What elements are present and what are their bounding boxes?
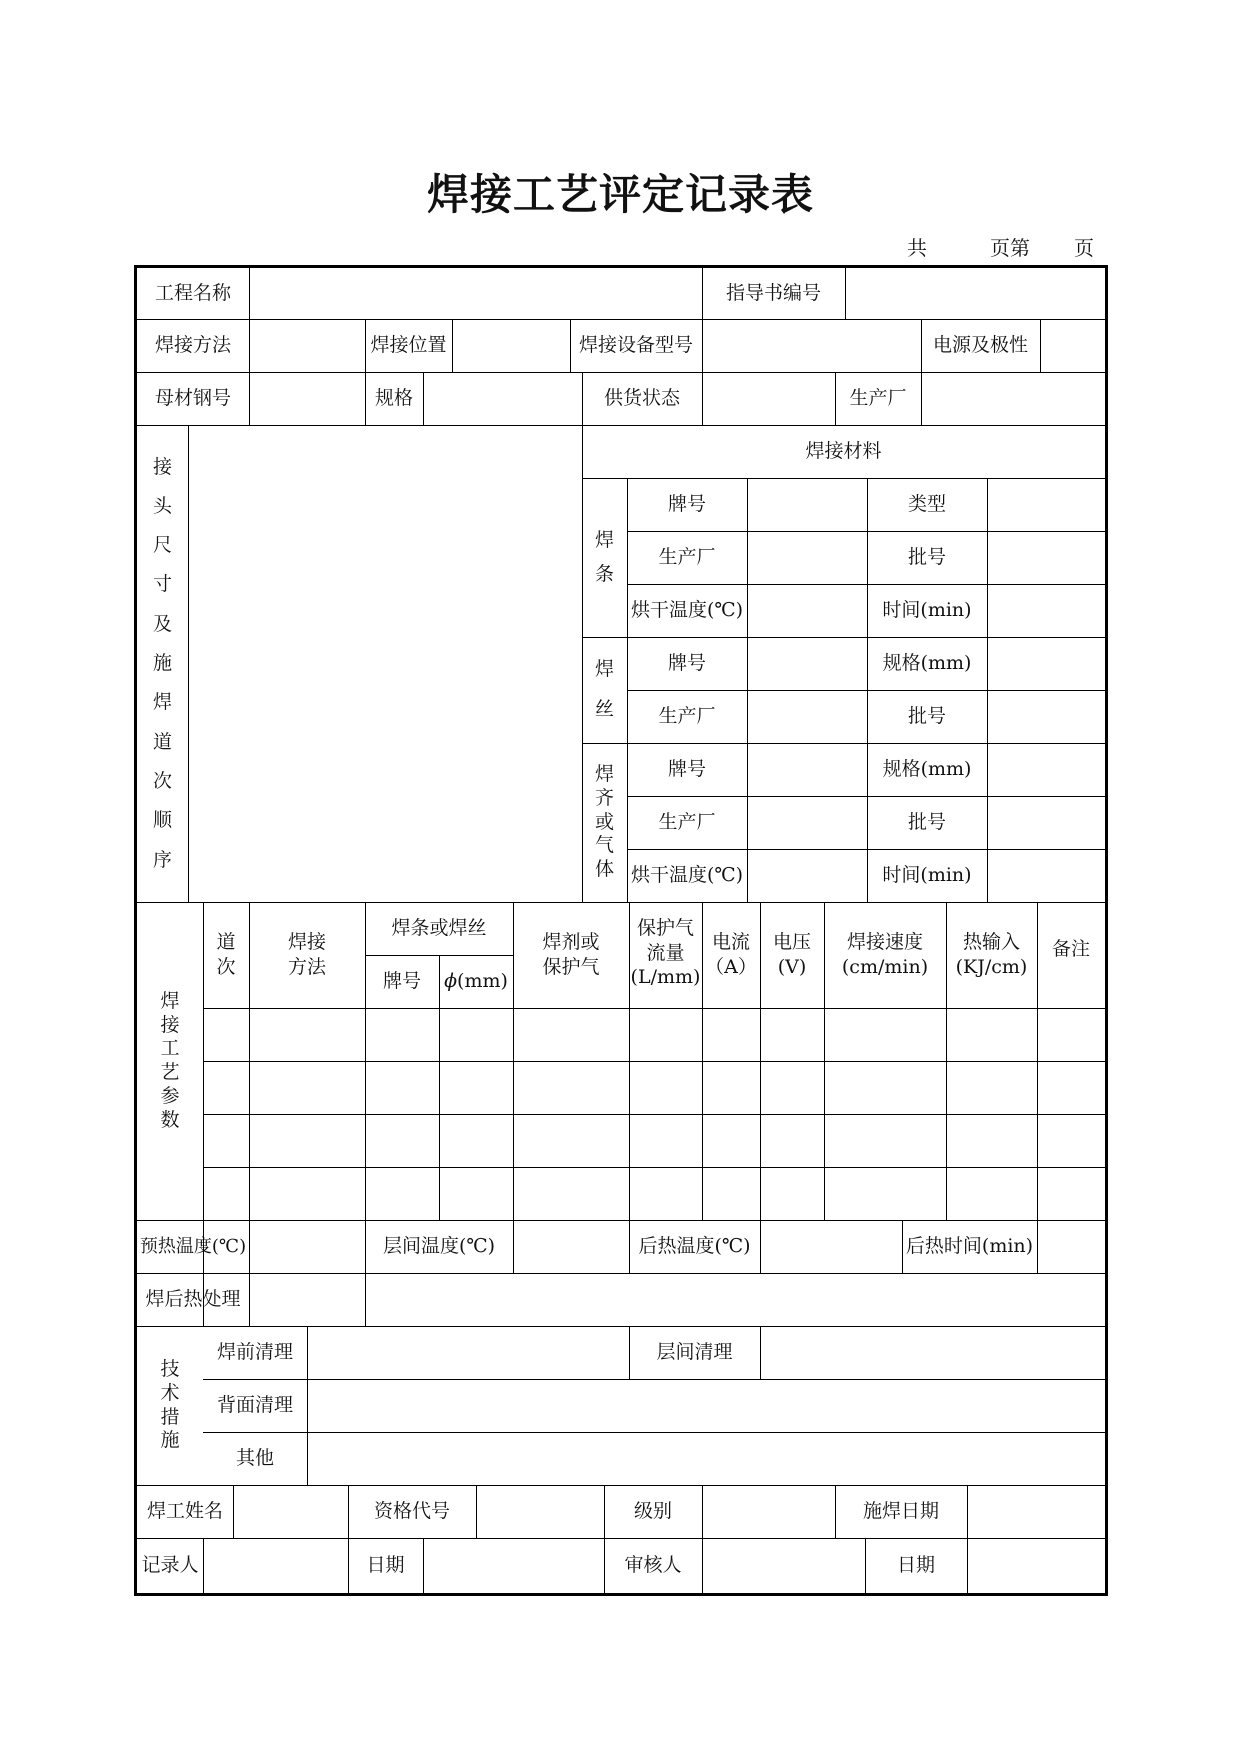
- back-clean-field[interactable]: [307, 1379, 1105, 1432]
- spec-field[interactable]: [423, 372, 582, 425]
- record-date-field[interactable]: [423, 1538, 604, 1593]
- electrode-wire-header: 焊条或焊丝: [391, 917, 487, 940]
- method-header: 焊接 方法: [287, 931, 326, 978]
- pre-clean-label: 焊前清理: [216, 1341, 293, 1364]
- equipment-model-label: 焊接设备型号: [578, 334, 693, 357]
- tech-measures-label: 技 术 措 施: [160, 1358, 180, 1452]
- flux-gas-header: 焊剂或 保护气: [542, 931, 600, 978]
- wire-spec-label: 规格(mm): [882, 652, 972, 675]
- electrode-type-label: 类型: [907, 493, 946, 516]
- heat-input-header: 热输入 (KJ/cm): [955, 931, 1028, 978]
- project-name-field[interactable]: [249, 268, 702, 319]
- record-table: [134, 265, 1108, 1596]
- record-date-label: 日期: [366, 1554, 405, 1577]
- other-field[interactable]: [307, 1432, 1105, 1485]
- pwht-detail-field[interactable]: [365, 1273, 1105, 1326]
- manufacturer-label: 生产厂: [849, 387, 907, 410]
- flux-time-field[interactable]: [987, 849, 1105, 902]
- interpass-temp-label: 层间温度(℃): [382, 1235, 496, 1258]
- flux-dry-temp-label: 烘干温度(℃): [630, 864, 744, 887]
- base-steel-field[interactable]: [249, 372, 365, 425]
- other-label: 其他: [235, 1447, 274, 1470]
- power-polarity-label: 电源及极性: [932, 334, 1028, 357]
- brand-header: 牌号: [382, 970, 421, 993]
- interpass-clean-label: 层间清理: [656, 1341, 733, 1364]
- reviewer-field[interactable]: [702, 1538, 865, 1593]
- weld-date-label: 施焊日期: [862, 1500, 939, 1523]
- materials-header: 焊接材料: [805, 440, 882, 463]
- flux-dry-temp-field[interactable]: [747, 849, 867, 902]
- power-polarity-field[interactable]: [1040, 319, 1105, 372]
- postheat-temp-label: 后热温度(℃): [638, 1235, 751, 1258]
- welding-params-label: 焊 接 工 艺 参 数: [160, 989, 180, 1131]
- reviewer-label: 审核人: [624, 1554, 682, 1577]
- current-header: 电流 （A）: [705, 931, 757, 978]
- param-row[interactable]: [203, 1008, 1105, 1061]
- pre-clean-field[interactable]: [307, 1326, 629, 1379]
- guide-number-label: 指导书编号: [725, 282, 821, 305]
- manufacturer-field[interactable]: [921, 372, 1105, 425]
- review-date-field[interactable]: [967, 1538, 1105, 1593]
- flux-spec-field[interactable]: [987, 743, 1105, 796]
- wire-maker-label: 生产厂: [658, 705, 716, 728]
- flux-gas-label: 焊 齐 或 气 体: [594, 763, 614, 881]
- flux-maker-field[interactable]: [747, 796, 867, 849]
- spec-label: 规格: [374, 387, 413, 410]
- electrode-dry-temp-label: 烘干温度(℃): [630, 599, 744, 622]
- pass-header: 道 次: [216, 931, 236, 978]
- flux-maker-label: 生产厂: [658, 811, 716, 834]
- wire-brand-label: 牌号: [667, 652, 706, 675]
- welder-name-field[interactable]: [233, 1485, 348, 1538]
- welding-position-label: 焊接位置: [370, 334, 447, 357]
- wire-maker-field[interactable]: [747, 690, 867, 743]
- page-end-label: 页: [1074, 236, 1094, 260]
- param-row[interactable]: [203, 1061, 1105, 1114]
- welding-method-field[interactable]: [249, 319, 365, 372]
- pwht-field[interactable]: [249, 1273, 365, 1326]
- review-date-label: 日期: [896, 1554, 935, 1577]
- electrode-maker-label: 生产厂: [658, 546, 716, 569]
- electrode-brand-label: 牌号: [667, 493, 706, 516]
- postheat-time-label: 后热时间(min): [905, 1235, 1034, 1258]
- flux-brand-field[interactable]: [747, 743, 867, 796]
- grade-label: 级别: [633, 1500, 672, 1523]
- joint-sketch-area[interactable]: [188, 425, 582, 902]
- base-steel-label: 母材钢号: [154, 387, 231, 410]
- project-name-label: 工程名称: [154, 282, 231, 305]
- param-row[interactable]: [203, 1167, 1105, 1220]
- joint-sequence-label: 接 头 尺 寸 及 施 焊 道 次 顺 序: [152, 455, 172, 871]
- guide-number-field[interactable]: [845, 268, 1105, 319]
- flux-batch-field[interactable]: [987, 796, 1105, 849]
- cert-code-label: 资格代号: [373, 1500, 450, 1523]
- flux-batch-label: 批号: [907, 811, 946, 834]
- supply-state-field[interactable]: [702, 372, 835, 425]
- flux-brand-label: 牌号: [667, 758, 706, 781]
- remark-header: 备注: [1051, 937, 1090, 960]
- postheat-time-field[interactable]: [1037, 1220, 1105, 1273]
- pwht-label: 焊后热处理: [145, 1288, 241, 1311]
- param-row[interactable]: [203, 1114, 1105, 1167]
- electrode-time-field[interactable]: [987, 584, 1105, 637]
- recorder-field[interactable]: [203, 1538, 348, 1593]
- electrode-brand-field[interactable]: [747, 478, 867, 531]
- weld-date-field[interactable]: [967, 1485, 1105, 1538]
- diameter-header: ϕ (mm): [444, 970, 508, 993]
- wire-spec-field[interactable]: [987, 637, 1105, 690]
- equipment-model-field[interactable]: [702, 319, 921, 372]
- preheat-temp-label: 预热温度(℃): [139, 1235, 247, 1257]
- form-title: 焊接工艺评定记录表: [426, 170, 814, 219]
- welding-method-label: 焊接方法: [154, 334, 231, 357]
- electrode-maker-field[interactable]: [747, 531, 867, 584]
- supply-state-label: 供货状态: [603, 387, 680, 410]
- page-total-label: 共: [907, 236, 927, 260]
- phi-symbol: ϕ: [444, 970, 458, 993]
- wire-batch-field[interactable]: [987, 690, 1105, 743]
- interpass-clean-field[interactable]: [760, 1326, 1105, 1379]
- wire-batch-label: 批号: [907, 705, 946, 728]
- page-number-label: 页第: [990, 236, 1030, 260]
- electrode-type-field[interactable]: [987, 478, 1105, 531]
- flux-spec-label: 规格(mm): [882, 758, 972, 781]
- back-clean-label: 背面清理: [216, 1394, 293, 1417]
- welding-position-field[interactable]: [452, 319, 570, 372]
- interpass-temp-field[interactable]: [513, 1220, 629, 1273]
- electrode-batch-field[interactable]: [987, 531, 1105, 584]
- wire-label: 焊 丝: [594, 658, 614, 720]
- grade-field[interactable]: [702, 1485, 835, 1538]
- electrode-time-label: 时间(min): [882, 599, 972, 622]
- electrode-dry-temp-field[interactable]: [747, 584, 867, 637]
- voltage-header: 电压 (V): [772, 931, 811, 978]
- wire-brand-field[interactable]: [747, 637, 867, 690]
- electrode-label: 焊 条: [594, 528, 614, 585]
- recorder-label: 记录人: [141, 1554, 199, 1577]
- gas-flow-header: 保护气 流量 (L/mm): [630, 917, 701, 989]
- flux-time-label: 时间(min): [882, 864, 972, 887]
- speed-header: 焊接速度 (cm/min): [841, 931, 929, 978]
- electrode-batch-label: 批号: [907, 546, 946, 569]
- cert-code-field[interactable]: [476, 1485, 604, 1538]
- welder-name-label: 焊工姓名: [146, 1500, 223, 1523]
- postheat-temp-field[interactable]: [760, 1220, 902, 1273]
- preheat-temp-field[interactable]: [249, 1220, 365, 1273]
